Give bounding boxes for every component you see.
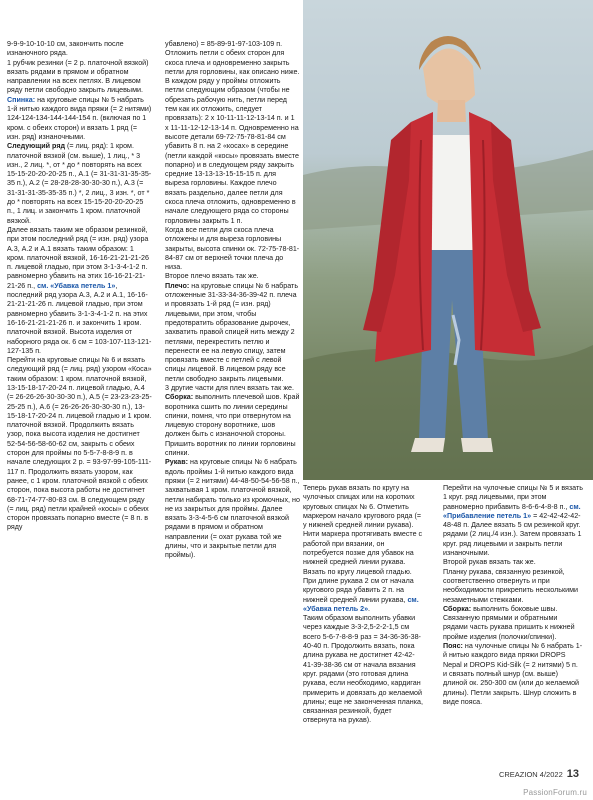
section-heading: Спинка: — [7, 95, 36, 104]
body-text: = 42-42-42-42-48-48 п. Далее вязать 5 см резинкой круг. рядами (2 лиц./4 изн.). Затем провязать 1 круг. ряд лицевыми и закрыть петли изнаночными. Второй рукав вязать так же. Планку рукава, связанную резинкой, соответственно отвернуть и при необходимости прикрепить несколькими незаметными стежками. — [443, 511, 582, 604]
body-text: на чулочные спицы № 6 набрать 1-й нитью каждого вида пряжи DROPS Nepal и DROPS Kid-Silk (= 2 нитями) 5 п. и связать полный шнур (см. выше) длиной ок. 250-300 см (или до желаемой длины). Петли закрыть. Шнур сложить в виде пояса. — [443, 642, 583, 706]
section-heading: см. «Убавка петель 2» — [303, 595, 419, 613]
page-number: 13 — [566, 768, 579, 780]
section-heading: см. «Прибавление петель 1» — [443, 502, 581, 520]
body-text: выполнить боковые швы. Связанную прямыми и обратными рядами часть рукава пришить к нижней пройме изделия (полочки/спинки). — [443, 604, 575, 641]
magazine-issue: CREAZION 4/2022 — [498, 770, 563, 779]
body-text: убавлено) = 85-89-91-97-103-109 п. Отложить петли с обеих сторон для скоса плеча и одновременно закрыть петли для горловины, как описано ниже. В каждом ряду у проймы отложить петли следующим образом (чтобы не обрезать рабочую нить, петли перед тем как их отложить, следует провязать): 2 х 10-11-11-12-13-14 п. и 1 х 11-11-12-12-13-14 п. Одновременно на высоте детали 69-72-75-78-81-84 см убавить 8 п. на 2 «косах» в середине (петли каждой «косы» провязать вместе попарно) и в следующем ряду закрыть средние 13-13-13-15-15-15 п. для выреза горловины. Каждое плечо вязать раздельно, далее петли для скоса плеча отложить, одновременно в начале следующего ряда со стороны горловины закрыть 1 п. Когда все петли для скоса плеча отложены и для выреза горловины закрыты, высота спинки ок. 72-75-78-81-84-87 см от верхней точки плеча до низа. Второе плечо вязать так же. — [165, 40, 300, 281]
body-text: Теперь рукав вязать по кругу на чулочных спицах или на коротких круговых спицах № 6. Отметить маркером начало кругового ряда (= у нижней средней линии рукава). Нити маркера протягивать вместе с работой при вязании, он потребуется позже для убавок на нижней средней линии рукава. Вязать по кругу лицевой гладью. При длине рукава 2 см от начала кругового ряда убавить 2 п. на нижней средней линии рукава, — [303, 484, 423, 604]
section-heading: Следующий ряд — [7, 142, 66, 151]
body-text: . Таким образом выполнить убавки через каждые 3-3-2,5-2-2-1,5 см всего 5-6-7-8-8-9 раз = 34-36-36-38-40-40 п. Продолжить вязать, пока длина рукава не достигнет 42-42-41-39-38-36 см от начала вязания круг. рядами (это готовая длина рукава, если необходимо, кардиган примерить и довязать до желаемой длины; еще не законченная планка, связанная резинкой, будет отвернута на рукав). — [303, 604, 423, 725]
section-heading: Сборка: — [443, 604, 472, 613]
body-text: (= лиц. ряд): 1 кром. платочной вязкой (см. выше), 1 лиц., * 3 изн., 2 лиц. *, от * до * повторять на всех 15-15-20-20-20-25 п., А.1 (= 31-31-31-35-35-35 п.), А.2 (= 28-28-28-30-30-30 п.), А.3 (= 31-31-31-35-35-35 п.) *, 2 лиц., 3 изн. *, от * до * повторять на всех 15-15-20-20-20-25 п., 1 лиц. и закончить 1 кром. платочной вязкой. Далее вязать таким же образом резинкой, при этом последний ряд (= изн. ряд) узора А.3, А.2 и А.1 вязать таким образом: 1 кром. платочной вязкой, 16-16-21-21-21-26 п. лицевой гладью, при этом 3-1-3-4-1-2 п. равномерно убавить на этих 16-16-21-21-21-26 п., — [7, 142, 152, 290]
photo-illustration — [303, 0, 593, 480]
text-column-3 — [303, 484, 423, 726]
section-heading: Пояс: — [443, 642, 463, 651]
page-footer — [499, 768, 579, 780]
section-heading: Сборка: — [165, 393, 194, 402]
body-text: выполнить плечевой шов. Край воротника сшить по линии середины спинки, помня, что при отвернутом на лицевую сторону воротнике, шов должен быть с изнаночной стороны. Пришить воротник по линии горловины спинки. — [165, 393, 300, 458]
body-text: на круговые спицы № 6 набрать вдоль проймы 1-й нитью каждого вида пряжи (= 2 нитями) 44-48-50-54-56-58 п., захватывая 1 кром. платочной вязкой, петли набирать только из кромочных, но не из закрытых для проймы. Далее вязать 3-3-4-5-6 см платочной вязкой рядами в прямом и обратном направлении (= охат рукава той же длины, что и закрытые петли для проймы). — [165, 458, 300, 560]
section-heading: Рукав: — [165, 458, 189, 467]
model-photo — [303, 0, 593, 480]
body-text: Перейти на чулочные спицы № 5 и вязать 1 круг. ряд лицевыми, при этом равномерно прибавить 8-6-6-4-8-8 п., — [443, 484, 583, 511]
body-text: на круговые спицы № 5 набрать 1-й нитью каждого вида пряжи (= 2 нитями) 124-124-134-144-144-154 п. (включая по 1 кром. с обеих сторон) и вязать 1 ряд (= изн. ряд) изнаночными. — [7, 95, 152, 141]
text-column-2 — [165, 40, 300, 561]
body-text: на круговые спицы № 6 набрать отложенные 31-33-34-36-39-42 п. плеча и провязать 1-й ряд (= изн. ряд) лицевыми, при этом, чтобы предотвратить образование дырочек, захватить правой спицей нить между 2 петлями, перекрестить петлю и перенести ее на левую спицу, затем провязать вместе с петлей с левой спицы лицевой. В лицевом ряду все петли свободно закрыть лицевыми. 3 другие части для плеч вязать так же. — [165, 281, 299, 392]
body-text: 9-9-9-10-10-10 см, закончить после изнаночного ряда. 1 рубчик резинки (= 2 р. платочной вязкой) вязать рядами в прямом и обратном направлении на всех петлях. В лицевом ряду петли свободно закрыть лицевыми. — [7, 40, 149, 95]
section-heading: Плечо: — [165, 281, 190, 290]
text-column-4 — [443, 484, 583, 707]
text-column-1 — [7, 40, 152, 533]
body-text: , последний ряд узора А.3, А.2 и А.1, 16-16-21-21-21-26 п. лицевой гладью, при этом равномерно убавить 3-1-3-4-1-2 п. на этих 16-16-21-21-21-26 п. и закончить 1 кром. платочной вязкой. Высота изделия от наборного ряда ок. 6 см = 103-107-113-121-127-135 п. Перейти на круговые спицы № 6 и вязать следующий ряд (= лиц. ряд) узором «Коса» таким образом: 1 кром. платочной вязкой, 13-15-18-17-20-24 п. лицевой гладью, А.4 (= 26-26-26-30-30-30 п.), А.5 (= 23-23-23-25-25-25 п.), А.6 (= 26-26-26-30-30-30 п.), 13-15-18-17-20-24 п. лицевой гладью и 1 кром. платочной вязкой. Продолжить вязать узор, пока высота изделия не достигнет 52-54-56-58-60-62 см, закрыть с обеих сторон для проймы по 5-5-7-8-8-9 п. в начале следующих 2 р. = 93-97-99-105-111-117 п. Продолжить вязать узором, как ранее, с 1 кром. платочной вязкой с обеих сторон, пока высота работы не достигнет 68-71-74-77-80-83 см. В следующем ряду (= лиц. ряд) петли крайней «косы» с обеих сторон провязать попарно вместе (= 8 п. в ряду — [7, 281, 152, 532]
section-heading: см. «Убавка петель 1» — [37, 281, 116, 290]
watermark: PassionForum.ru — [523, 788, 587, 797]
